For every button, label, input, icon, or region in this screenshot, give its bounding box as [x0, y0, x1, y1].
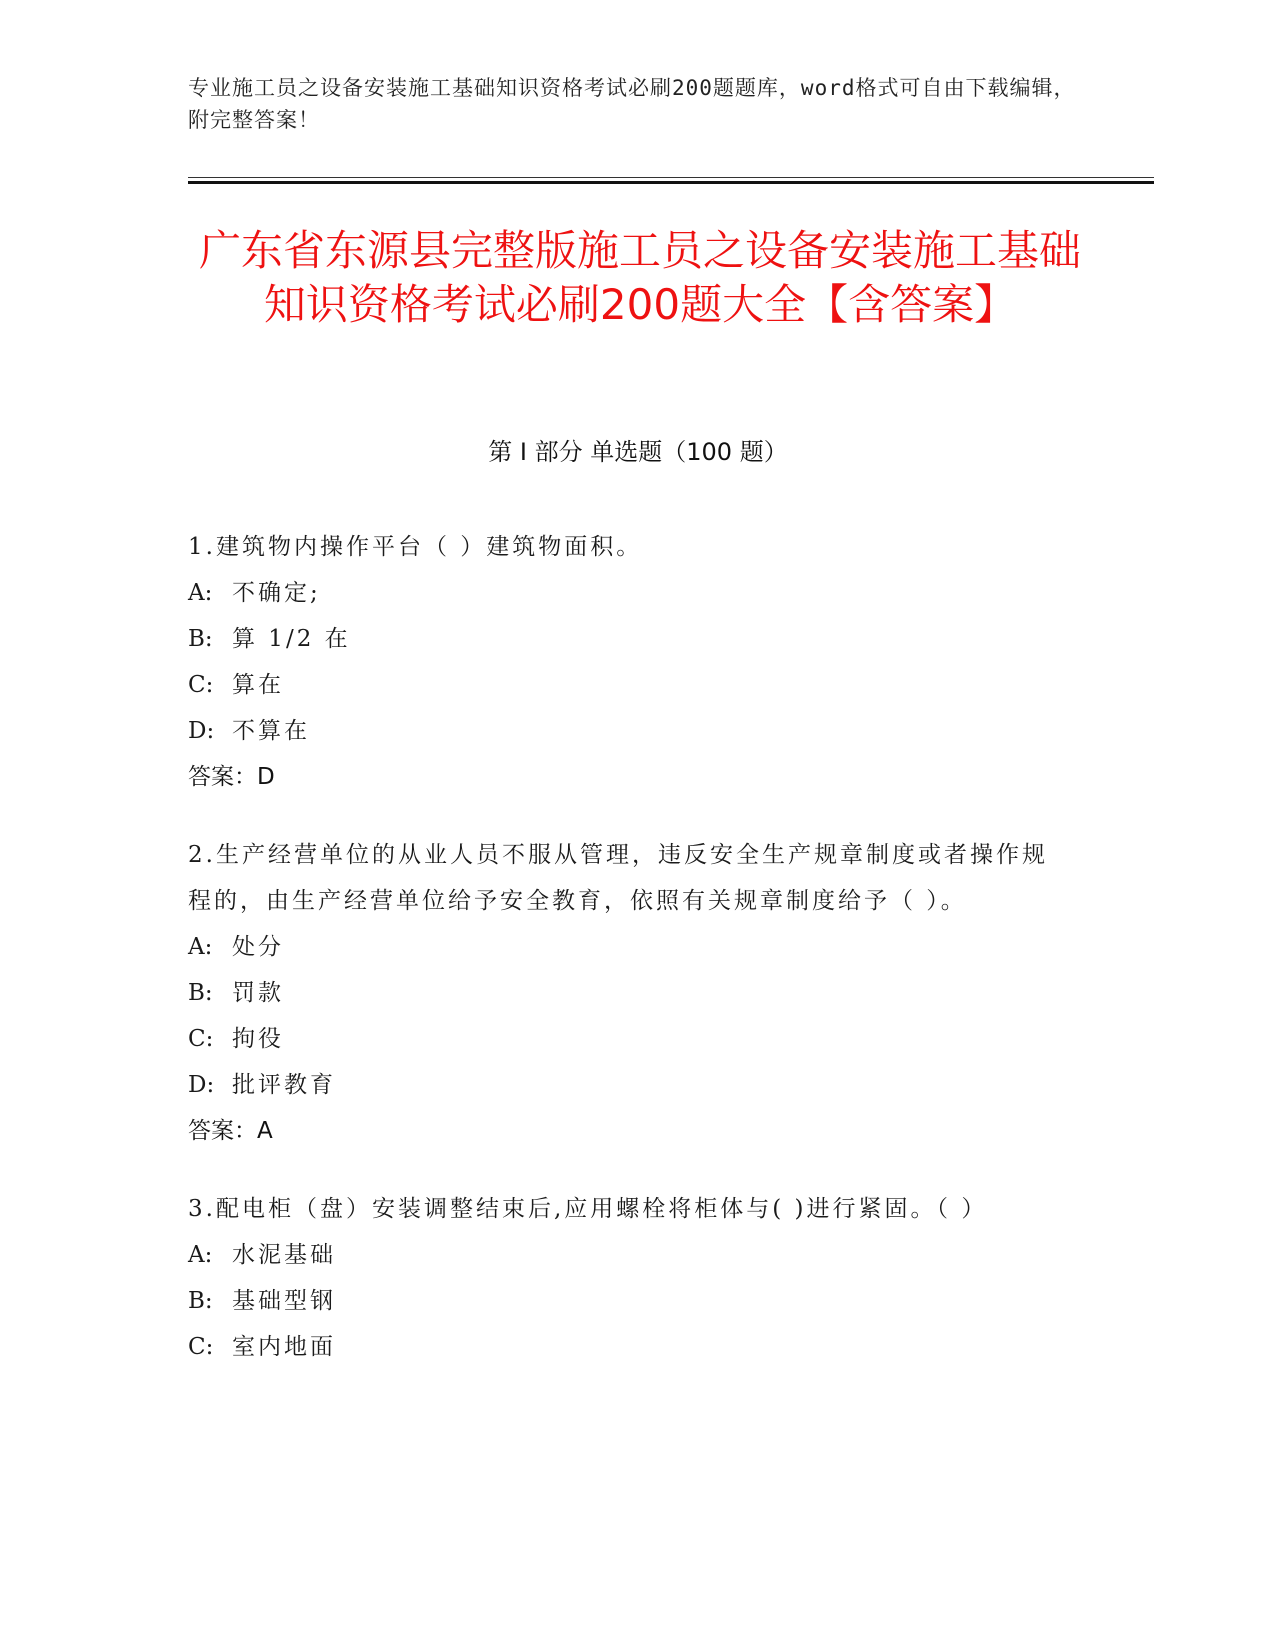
option-key: C: [188, 672, 214, 698]
option-text: 基础型钢 [232, 1288, 336, 1314]
option-a [188, 1232, 1058, 1278]
option-text: 处分 [232, 934, 284, 960]
question-2 [188, 832, 1058, 1154]
option-d [188, 708, 1058, 754]
header-divider-thin [188, 177, 1154, 178]
option-text: 不确定; [232, 580, 321, 606]
option-key: D: [188, 718, 215, 744]
option-text: 水泥基础 [232, 1242, 336, 1268]
answer: 答案：D [188, 764, 275, 790]
option-key: A: [188, 1242, 213, 1268]
option-b [188, 616, 1058, 662]
option-d [188, 1062, 1058, 1108]
option-a [188, 570, 1058, 616]
option-c [188, 1016, 1058, 1062]
answer: 答案：A [188, 1118, 273, 1144]
header-divider-thick [188, 181, 1154, 184]
option-text: 算 1/2 在 [232, 626, 351, 652]
option-text: 拘役 [232, 1026, 284, 1052]
question-stem: 2.生产经营单位的从业人员不服从管理，违反安全生产规章制度或者操作规程的，由生产经营单位给予安全教育，依照有关规章制度给予（ ）。 [188, 842, 1048, 914]
option-text: 罚款 [232, 980, 284, 1006]
option-key: A: [188, 580, 213, 606]
option-text: 不算在 [232, 718, 310, 744]
question-stem: 1.建筑物内操作平台（ ）建筑物面积。 [188, 534, 643, 560]
header-note: 专业施工员之设备安装施工基础知识资格考试必刷200题题库，word格式可自由下载编辑，附完整答案！ [188, 76, 1076, 132]
option-b [188, 970, 1058, 1016]
option-c [188, 662, 1058, 708]
question-stem: 3.配电柜（盘）安装调整结束后,应用螺栓将柜体与( )进行紧固。（ ） [188, 1196, 988, 1222]
option-c [188, 1324, 1058, 1370]
option-a [188, 924, 1058, 970]
option-key: D: [188, 1072, 215, 1098]
option-key: B: [188, 1288, 213, 1314]
option-text: 算在 [232, 672, 284, 698]
option-key: C: [188, 1334, 214, 1360]
question-1 [188, 524, 1058, 800]
question-list [188, 524, 1058, 1402]
question-3 [188, 1186, 1058, 1370]
document-title: 广东省东源县完整版施工员之设备安装施工基础知识资格考试必刷200题大全【含答案】 [198, 226, 1081, 329]
option-key: B: [188, 980, 213, 1006]
section-title: 第 I 部分 单选题（100 题） [488, 438, 788, 466]
option-b [188, 1278, 1058, 1324]
option-text: 室内地面 [232, 1334, 336, 1360]
option-key: C: [188, 1026, 214, 1052]
option-text: 批评教育 [232, 1072, 336, 1098]
option-key: B: [188, 626, 213, 652]
option-key: A: [188, 934, 213, 960]
